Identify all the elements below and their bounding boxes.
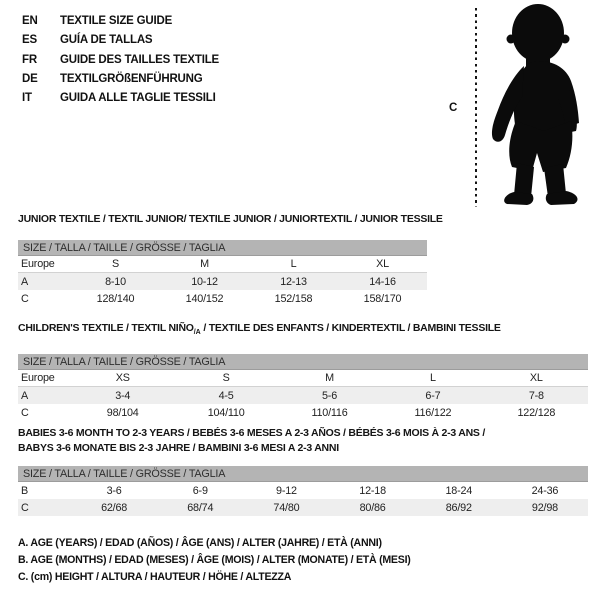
- table-cell: XS: [115, 372, 130, 385]
- language-row: [22, 51, 219, 70]
- babies-size-table: [18, 466, 588, 516]
- table-cell: 12-13: [280, 275, 307, 288]
- language-row: [22, 70, 219, 89]
- table-cell: XL: [529, 372, 543, 385]
- language-code: FR: [22, 53, 37, 66]
- table-cell: 98/104: [106, 406, 139, 419]
- row-label: C: [21, 406, 29, 419]
- table-cell: 152/158: [274, 292, 313, 305]
- table-row: [18, 370, 588, 387]
- table-cell: 14-16: [369, 275, 396, 288]
- section-title-line: BABIES 3-6 MONTH TO 2-3 YEARS / BEBÉS 3-6 MESES A 2-3 AÑOS / BÉBÉS 3-6 MOIS À 2-3 ANS /: [18, 427, 486, 439]
- section-title: [18, 426, 588, 456]
- table-cell: S: [222, 372, 230, 385]
- size-table-header: SIZE / TALLA / TAILLE / GRÖSSE / TAGLIA: [18, 466, 588, 482]
- language-code: EN: [22, 15, 38, 27]
- table-cell: 86/92: [445, 501, 472, 514]
- table-cell: S: [111, 258, 119, 270]
- row-label: A: [21, 275, 29, 288]
- table-cell: XL: [376, 258, 389, 270]
- table-cell: 110/116: [311, 406, 348, 419]
- row-label: C: [21, 501, 29, 514]
- table-cell: 74/80: [273, 501, 300, 514]
- row-label: C: [21, 292, 29, 305]
- footnotes: [18, 535, 411, 587]
- table-row: [18, 290, 427, 307]
- language-code: IT: [22, 92, 32, 105]
- table-cell: 6-9: [192, 484, 208, 497]
- table-row: [18, 256, 427, 273]
- language-code: ES: [22, 34, 37, 47]
- table-cell: 4-5: [218, 389, 234, 402]
- note-line: B. AGE (MONTHS) / EDAD (MESES) / ÂGE (MOIS) / ALTER (MONATE) / ETÀ (MESI): [18, 554, 411, 567]
- size-table-header: SIZE / TALLA / TAILLE / GRÖSSE / TAGLIA: [18, 240, 427, 256]
- table-row: [18, 273, 427, 290]
- table-cell: 62/68: [101, 501, 128, 514]
- note-line: A. AGE (YEARS) / EDAD (AÑOS) / ÂGE (ANS) / ALTER (JAHRE) / ETÀ (ANNI): [18, 537, 382, 549]
- table-cell: 92/98: [531, 501, 558, 514]
- section-title: [18, 212, 443, 227]
- row-label: A: [21, 389, 29, 402]
- row-label: Europe: [21, 258, 55, 270]
- table-cell: 7-8: [528, 389, 544, 402]
- note-line: C. (cm) HEIGHT / ALTURA / HAUTEUR / HÖHE / ALTEZZA: [18, 571, 292, 584]
- baby-silhouette-icon: [486, 3, 590, 209]
- size-table-body: [18, 256, 427, 307]
- table-cell: 18-24: [445, 484, 473, 497]
- table-cell: M: [325, 372, 334, 385]
- table-cell: 9-12: [276, 484, 297, 497]
- language-label: TEXTILE SIZE GUIDE: [60, 15, 173, 27]
- section-title-line: BABYS 3-6 MONATE BIS 2-3 JAHRE / BAMBINI 3-6 MESI A 2-3 ANNI: [18, 442, 339, 454]
- height-label: C: [449, 102, 458, 114]
- section-title: [18, 321, 588, 340]
- size-table-body: [18, 370, 588, 421]
- language-row: [22, 31, 219, 50]
- table-cell: 122/128: [517, 406, 556, 419]
- table-row: [18, 482, 588, 499]
- table-cell: 24-36: [531, 484, 559, 497]
- language-label: TEXTILGRÖßENFÜHRUNG: [60, 72, 203, 85]
- babies-textile-section: [18, 426, 588, 516]
- language-label: GUIDA ALLE TAGLIE TESSILI: [60, 92, 216, 105]
- table-cell: 140/152: [185, 292, 224, 305]
- table-cell: L: [430, 372, 436, 385]
- table-row: [18, 387, 588, 404]
- language-row: [22, 89, 219, 108]
- table-cell: 116/122: [414, 406, 452, 419]
- table-cell: L: [290, 258, 297, 270]
- language-legend: [22, 12, 219, 108]
- table-cell: 3-6: [106, 484, 122, 497]
- section-title-line: JUNIOR TEXTILE / TEXTIL JUNIOR/ TEXTILE JUNIOR / JUNIORTEXTIL / JUNIOR TESSILE: [18, 213, 443, 225]
- childrens-textile-section: [18, 321, 588, 421]
- junior-size-table: [18, 240, 427, 307]
- table-cell: 68/74: [187, 501, 214, 514]
- language-code: DE: [22, 72, 38, 85]
- row-label: B: [21, 484, 29, 497]
- size-table-header: SIZE / TALLA / TAILLE / GRÖSSE / TAGLIA: [18, 354, 588, 370]
- table-cell: 8-10: [105, 275, 126, 288]
- junior-textile-section: [18, 212, 443, 307]
- size-table-body: [18, 482, 588, 516]
- table-row: [18, 499, 588, 516]
- table-cell: 104/110: [207, 406, 245, 419]
- table-cell: 158/170: [363, 292, 402, 305]
- height-dotted-line: [475, 8, 477, 207]
- childrens-size-table: [18, 354, 588, 421]
- section-title-line: CHILDREN'S TEXTILE / TEXTIL $NIÑO_{/A}$ / TEXTILE DES ENFANTS / KINDERTEXTIL / BAMBINI TESSILE: [18, 322, 501, 337]
- row-label: Europe: [21, 372, 55, 385]
- table-cell: 12-18: [359, 484, 386, 497]
- table-cell: 5-6: [322, 389, 338, 402]
- table-cell: 3-4: [115, 389, 131, 402]
- table-cell: 80/86: [359, 501, 386, 514]
- table-cell: 128/140: [96, 292, 135, 305]
- table-cell: M: [200, 258, 209, 270]
- table-row: [18, 404, 588, 421]
- language-row: [22, 12, 219, 31]
- language-label: GUIDE DES TAILLES TEXTILE: [60, 53, 219, 66]
- language-label: GUÍA DE TALLAS: [60, 34, 153, 47]
- table-cell: 6-7: [425, 389, 441, 402]
- table-cell: 10-12: [191, 275, 218, 288]
